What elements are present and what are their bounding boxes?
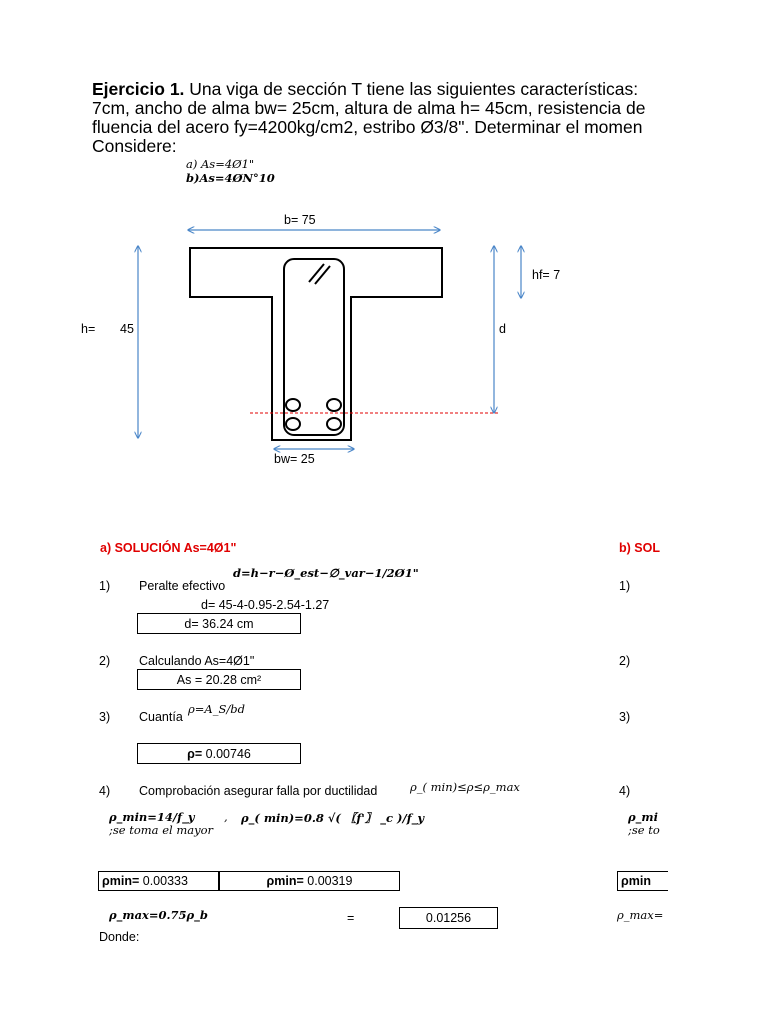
step-3-result [137, 743, 301, 764]
step-1-number: 1) [99, 579, 111, 593]
step-3-label: Cuantía [139, 710, 183, 724]
step-2-result: As = 20.28 cm² [137, 669, 301, 690]
rho-min-box-2 [219, 871, 400, 891]
solution-b-step-1: 1) [619, 579, 631, 593]
rho-min-formula-1: ρ_min=14/f_y [109, 810, 195, 824]
rho-formula: ρ=A_S/bd [188, 702, 245, 716]
bw-label: bw= 25 [274, 452, 315, 466]
solution-b-title: b) SOL [619, 541, 660, 555]
header-line-4: Considere: [92, 136, 177, 156]
rho-max-formula: ρ_max=0.75ρ_b [109, 908, 208, 922]
rebar [327, 399, 341, 411]
rho-result-label: ρ= [187, 746, 203, 761]
step-4-number: 4) [99, 784, 111, 798]
take-larger-note: ;se toma el mayor [109, 823, 214, 837]
rho-min-label: ρmin= [102, 874, 140, 888]
header-line-2: 7cm, ancho de alma bw= 25cm, altura de alma h= 45cm, resistencia de [92, 98, 646, 118]
rho-min-formula-2: ρ_( min)=0.8 √( 〖f'〗 _c )/f_y [241, 811, 425, 825]
t-section-outline [190, 248, 442, 440]
t-beam-diagram [0, 0, 668, 480]
formula-separator: , [224, 810, 228, 824]
header-line-1-text: Una viga de sección T tiene las siguientes características: [189, 79, 639, 99]
solution-b-rho-max-formula: ρ_max= [617, 908, 664, 922]
ductility-condition: ρ_( min)≤ρ≤ρ_max [410, 780, 520, 794]
step-1-result: d= 36.24 cm [137, 613, 301, 634]
hf-label: hf= 7 [532, 268, 561, 282]
rho-min-label: ρmin= [266, 874, 304, 888]
solution-b-step-2: 2) [619, 654, 631, 668]
step-1-label: Peralte efectivo [139, 579, 226, 593]
rho-result-value: 0.00746 [205, 746, 251, 761]
solution-b-rho-min-box [617, 871, 668, 891]
solution-b-step-3: 3) [619, 710, 631, 724]
solution-b-step-4: 4) [619, 784, 631, 798]
stirrup-hook [309, 264, 330, 284]
d-label: d [499, 322, 506, 336]
exercise-label: Ejercicio 1. [92, 79, 185, 99]
case-a: a) As=4Ø1" [186, 157, 255, 171]
solution-b-rho-min-formula: ρ_mi [628, 810, 658, 824]
equals-sign: = [347, 911, 355, 925]
step-2-number: 2) [99, 654, 111, 668]
step-1-calc: d= 45-4-0.95-2.54-1.27 [201, 598, 330, 612]
case-b: b)As=4ØN°10 [186, 171, 275, 185]
step-2-label: Calculando As=4Ø1" [139, 654, 255, 668]
rebar [286, 418, 300, 430]
stirrup [284, 259, 344, 435]
b-label: b= 75 [284, 213, 316, 227]
rho-min-value-2: 0.00319 [307, 874, 353, 888]
rho-min-value-1: 0.00333 [142, 874, 188, 888]
step-4-label: Comprobación asegurar falla por ductilidad [139, 784, 378, 798]
h-label: h= [81, 322, 96, 336]
d-formula: d=h−r−Ø_est−∅_var−1/2Ø1" [233, 566, 419, 580]
rho-max-result: 0.01256 [399, 907, 498, 929]
rebar [286, 399, 300, 411]
donde-label: Donde: [99, 930, 140, 944]
h-value: 45 [120, 322, 134, 336]
solution-b-rho-min-label: ρmin [621, 874, 651, 888]
rho-min-box-1 [98, 871, 219, 891]
solution-a-title: a) SOLUCIÓN As=4Ø1" [100, 541, 237, 555]
header-line-3: fluencia del acero fy=4200kg/cm2, estribo Ø3/8". Determinar el momen [92, 117, 643, 137]
rebar [327, 418, 341, 430]
solution-b-take-larger: ;se to [628, 823, 660, 837]
step-3-number: 3) [99, 710, 111, 724]
